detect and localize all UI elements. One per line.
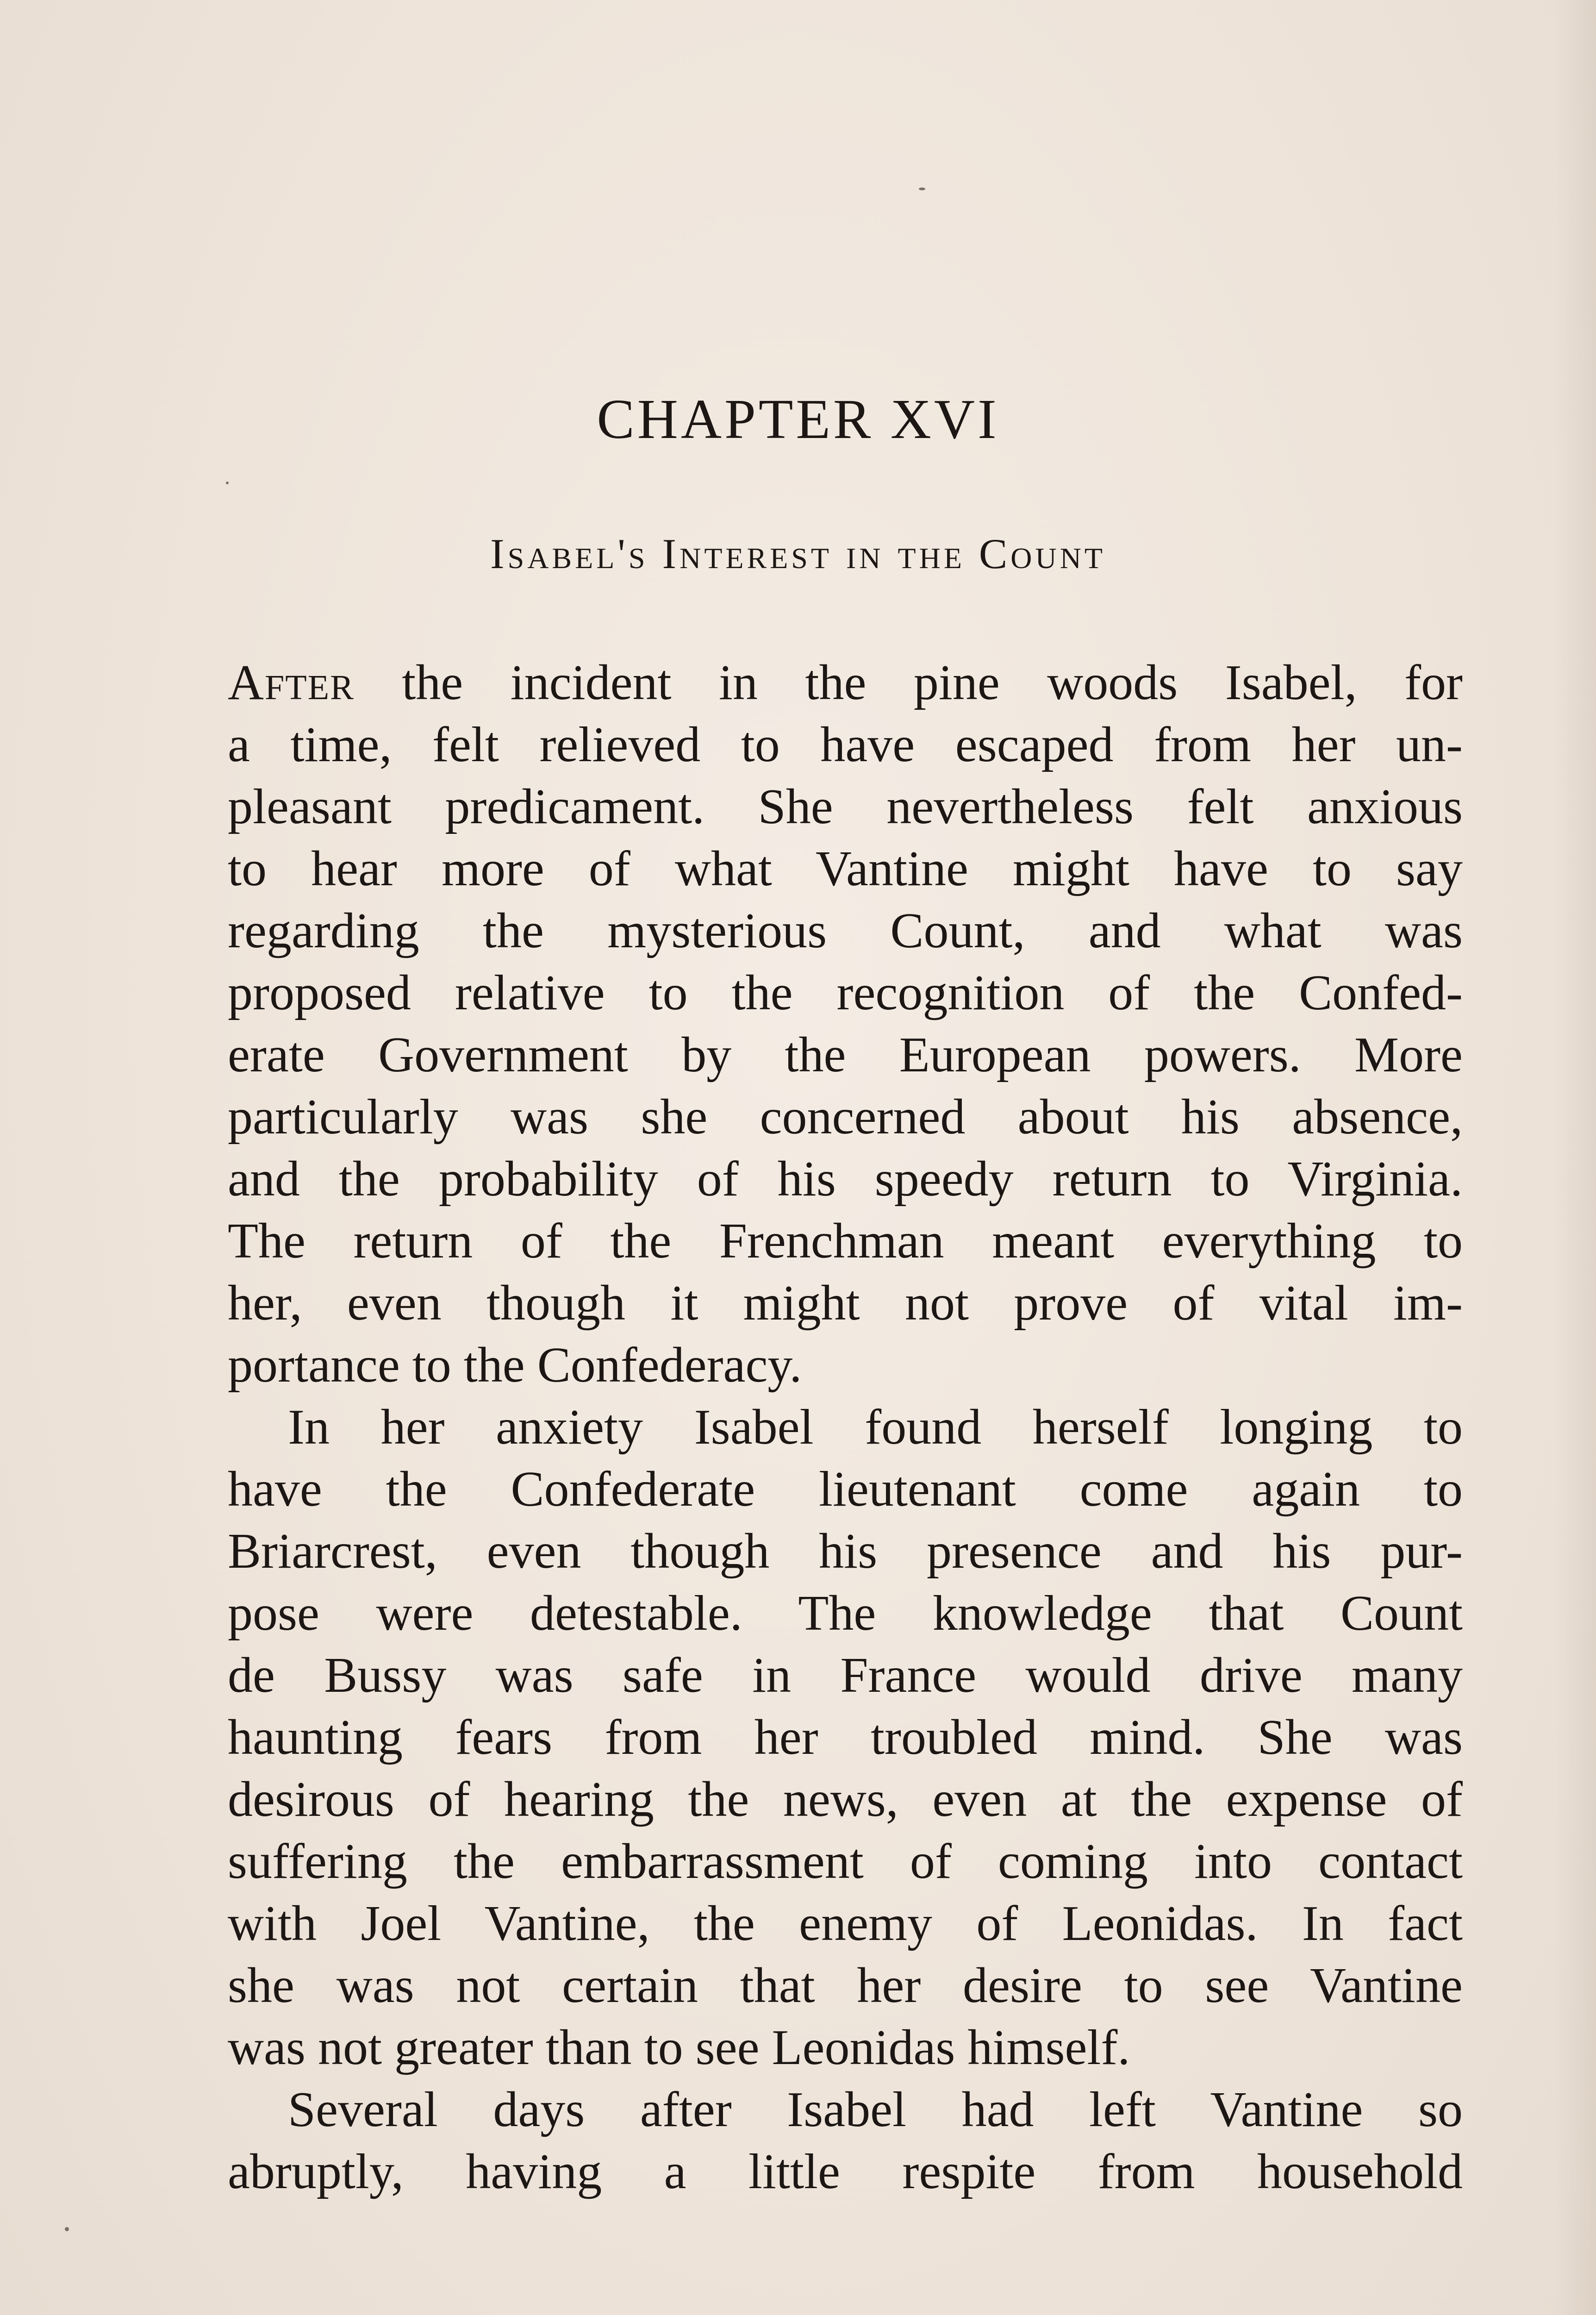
text-line: have the Confederate lieutenant come again to xyxy=(228,1462,1463,1517)
text-line: to hear more of what Vantine might have to say xyxy=(228,841,1463,896)
text-line: pose were detestable. The knowledge that Count xyxy=(228,1586,1463,1641)
paper-speck xyxy=(919,188,925,190)
text-line: Briarcrest, even though his presence and his pur- xyxy=(228,1524,1463,1579)
text-line: In her anxiety Isabel found herself longing to xyxy=(288,1400,1463,1455)
text-line: The return of the Frenchman meant everything to xyxy=(228,1214,1463,1269)
text-line: pleasant predicament. She nevertheless felt anxious xyxy=(228,779,1463,834)
text-line: regarding the mysterious Count, and what was xyxy=(228,903,1463,958)
chapter-number: CHAPTER XVI xyxy=(597,388,999,450)
chapter-title: Isabel's Interest in the Count xyxy=(490,530,1106,577)
text-line: desirous of hearing the news, even at the expense of xyxy=(228,1772,1463,1827)
text-line: her, even though it might not prove of vital im- xyxy=(228,1276,1463,1331)
text-line: Several days after Isabel had left Vantine so xyxy=(288,2082,1463,2137)
page-edge-shadow xyxy=(1554,0,1596,2315)
text-line: haunting fears from her troubled mind. She was xyxy=(228,1710,1463,1765)
text-line: she was not certain that her desire to see Vantine xyxy=(228,1958,1463,2013)
text-line: portance to the Confederacy. xyxy=(228,1338,802,1393)
text-line xyxy=(228,652,1463,714)
text-line: de Bussy was safe in France would drive many xyxy=(228,1648,1463,1703)
text-line-rest: the incident in the pine woods Isabel, for xyxy=(354,655,1463,710)
lead-word: After xyxy=(228,655,355,710)
paper-speck xyxy=(65,2227,69,2231)
text-line: was not greater than to see Leonidas himself. xyxy=(228,2020,1130,2075)
text-line: abruptly, having a little respite from household xyxy=(228,2144,1463,2199)
text-line: particularly was she concerned about his absence, xyxy=(228,1089,1463,1145)
paper-speck xyxy=(226,482,229,484)
text-line: and the probability of his speedy return to Virginia. xyxy=(228,1151,1463,1207)
text-line: erate Government by the European powers. More xyxy=(228,1027,1463,1082)
chapter-body xyxy=(228,652,1463,2203)
text-line: with Joel Vantine, the enemy of Leonidas. In fact xyxy=(228,1896,1463,1951)
text-line: a time, felt relieved to have escaped from her un- xyxy=(228,717,1463,772)
text-line: proposed relative to the recognition of the Confed- xyxy=(228,965,1463,1020)
text-line: suffering the embarrassment of coming into contact xyxy=(228,1834,1463,1889)
